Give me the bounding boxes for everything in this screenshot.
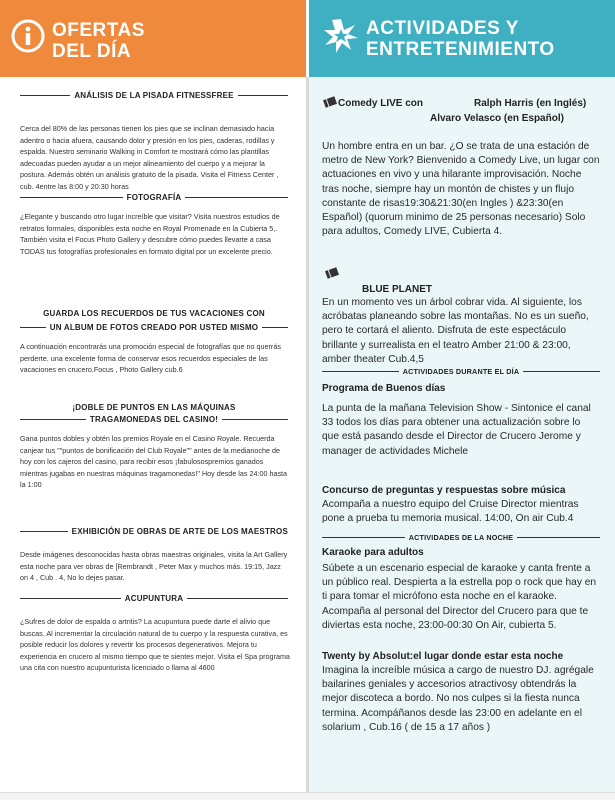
trivia-title: Concurso de preguntas y respuestas sobre música [322, 485, 566, 496]
twenty-body: Imagina la increíble música a cargo de nuestro DJ. agrégale bailarines geniales y accesorios atractivosy obtendrás la mejor discoteca a bordo. No nos culpes si la fiesta nunca termina. Acompáñanos desde las 23:00 en adelante en el solarium , Cub.16 ( de 15 a 17 años ) [322, 665, 594, 733]
offer-title-casino-2: TRAGAMONEDAS DEL CASINO! [20, 414, 288, 425]
offer-title-pisada: ANÁLISIS DE LA PISADA FITNESSFREE [20, 90, 288, 101]
morning-title: Programa de Buenos días [322, 383, 446, 394]
header-title-ofertas: OFERTAS DEL DÍA [52, 20, 145, 62]
header-title-actividades: ACTIVIDADES Y ENTRETENIMIENTO [366, 18, 555, 60]
rule-actividades-dia: ACTIVIDADES DURANTE EL DÍA [322, 367, 600, 376]
trivia-body: Acompaña a nuestro equipo del Cruise Director mientras pone a prueba tu memoria musical. 14:00, On air Cub.4 [322, 499, 579, 525]
page-bottom-edge [0, 792, 615, 800]
karaoke-body: Súbete a un escenario especial de karaoke y canta frente a un público real. Despierta a la estrella pop o rock que hay en ti para tomar el micrófono esta noche en el karaoke. Acompaña al personal del Director del Crucero para que te diviertas esta noche, 23:00-00:30 On Air, cubierta 5. [322, 563, 597, 631]
comedy-title-name-2: Alvaro Velasco (en Español) [430, 113, 564, 124]
offer-body-pisada: Cerca del 80% de las personas tienen los pies que se inclinan demasiado hacia adentro o hacia afuera, causando dolor y presión en los pies, caderas, rodillas y espalda. Nuestro seminario Walking in Comfort te mostrará cómo las plantillas adecuadas pueden ayudar a un mejor alineamiento del cuerpo y a mejorar la postura. Además obtén un análisis gratuito de la pisada. Visita el Fitness Center , cub. 4entre las 8:00 y 20:30 horas [20, 124, 279, 191]
comedy-title-prefix: Comedy LIVE con [338, 98, 424, 109]
offer-body-acupuntura: ¿Sufres de dolor de espalda o artritis? La acupuntura puede darte el alivio que buscas. Al incrementar la circulación natural de tu cuerpo y la respuesta curativa, es posible reducir los dolores y revertir los procesos degenerativos. Mejora tu experiencia en crucero al mismo tiempo que te sientes mejor. Visita el Spa programa una cita con nuestro acupunturista licenciado o llama al 4600 [20, 617, 290, 672]
info-circle-icon [10, 18, 46, 54]
offer-title-acupuntura: ACUPUNTURA [20, 593, 288, 604]
offer-body-casino: Gana puntos dobles y obtén los premios Royale en el Casino Royale. Recuerda canjear tus ""puntos de bonificación del Club Royale"" antes de la medianoche de hoy con los cajeros del casino, para recibir esos ¡fabulosospremios ganados mientras jugabas en nuestras máquinas tragamonedas!" Hoy desde las 24:00 hasta la 1:00 [20, 434, 288, 489]
offer-title-album-2: UN ALBUM DE FOTOS CREADO POR USTED MISMO [20, 322, 288, 333]
karaoke-title: Karaoke para adultos [322, 547, 424, 558]
rule-actividades-noche: ACTIVIDADES DE LA NOCHE [322, 533, 600, 542]
comedy-body: Un hombre entra en un bar. ¿O se trata de una estación de metro de New York? Bienvenido a Comedy Live, un lugar con actuaciones en vivo y una hilarante improvisación. Noche tras noche, siempre hay un montón de chistes y un flujo constante de risas19:30&21:30(en Ingles ) &23:30(en Español) (quorum minimo de 25 personas necesario) Solo para adultos, Comedy LIVE, Cubierta 4. [322, 141, 600, 238]
offer-body-album: A continuación encontrarás una promoción especial de fotografías que no querrás perderte. una excelente forma de conservar esos recuerdos especiales de las vacaciones en crucero.Focus , Photo Gallery cub.6 [20, 342, 281, 374]
morning-body: La punta de la mañana Television Show - Sintonice el canal 33 todos los días para obtener una actualización sobre lo que está pasando desde el Director de Crucero Jerome y manager de actividades Michele [322, 403, 591, 457]
starburst-icon [322, 17, 360, 55]
ticket-icon [322, 95, 338, 109]
offer-title-fotografia: FOTOGRAFÍA [20, 192, 288, 203]
offer-title-album-1: GUARDA LOS RECUERDOS DE TUS VACACIONES CON [43, 309, 265, 318]
blue-planet-body: En un momento ves un árbol cobrar vida. Al siguiente, los acróbatas planeando sobre las montañas. No es un sueño, pero te cortará el aliento. Disfruta de este espectáculo brillante y surrealista en el teatro Amber 21:00 & 23:00, amber theater Cub.4,5 [322, 297, 589, 365]
offer-title-arte: EXHIBICIÓN DE OBRAS DE ARTE DE LOS MAESTROS [20, 526, 288, 537]
offer-body-fotografia: ¿Elegante y buscando otro lugar increíble que visitar? Visita nuestros estudios de retratos formales, disponibles esta noche en Royal Promenade en la Cubierta 5,. También visita el Focus Photo Gallery y descubre cómo puedes llevarte a casa TODAS tus fotografías profesionales en formato digital por un excelente precio. [20, 212, 280, 256]
blue-planet-title: BLUE PLANET [362, 284, 432, 295]
offer-body-arte: Desde imágenes desconocidas hasta obras maestras originales, visita la Art Gallery esta noche para ver obras de [Rembrandt , Peter Max y muchos más. 19:15, Jazz on 4 , Cub . 4, No lo dejes pasar. [20, 550, 288, 582]
offer-title-casino-1: ¡DOBLE DE PUNTOS EN LAS MÁQUINAS [72, 403, 236, 412]
comedy-title-name-1: Ralph Harris (en Inglés) [474, 98, 587, 109]
ticket-icon [324, 266, 340, 280]
twenty-title: Twenty by Absolut:el lugar donde estar esta noche [322, 651, 564, 662]
